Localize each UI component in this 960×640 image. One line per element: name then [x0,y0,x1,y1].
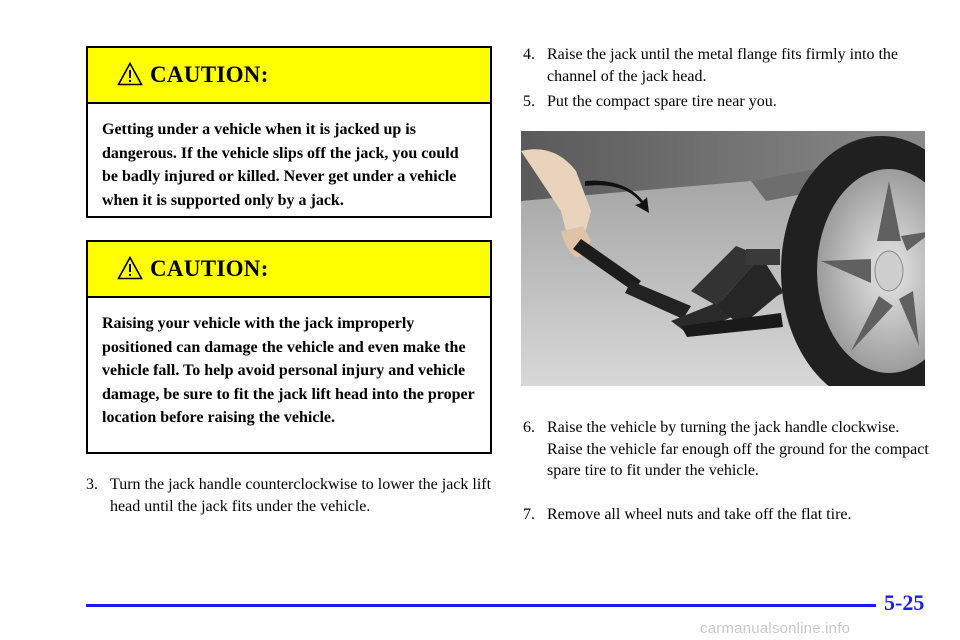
warning-triangle-icon [117,256,143,280]
step-number: 4. [523,46,535,63]
step-4 [523,44,933,87]
caution-header [88,242,490,298]
caution-title: CAUTION: [150,62,269,87]
step-3 [86,474,492,517]
step-text: Put the compact spare tire near you. [547,93,777,110]
warning-triangle-icon [117,62,143,86]
jack-photo-illustration [521,131,925,386]
jack-photo [521,131,925,386]
step-number: 7. [523,506,535,523]
caution-text: Getting under a vehicle when it is jacked up is dangerous. If the vehicle slips off the jack, you could be badly injured or killed. Never get under a vehicle when it is supported only by a jack. [102,121,459,209]
step-text: Remove all wheel nuts and take off the flat tire. [547,506,852,523]
page-number: 5-25 [884,590,925,615]
step-number: 5. [523,93,535,110]
caution-title: CAUTION: [150,256,269,281]
footer-rule [86,604,876,607]
step-number: 3. [86,476,98,493]
step-text: Raise the vehicle by turning the jack handle clockwise. Raise the vehicle far enough off the ground for the compact spare tire to fit under the vehicle. [547,419,929,479]
step-7 [523,504,933,526]
caution-box-1 [86,46,492,218]
step-text: Turn the jack handle counterclockwise to lower the jack lift head until the jack fits under the vehicle. [110,476,492,515]
watermark: carmanualsonline.info [700,620,851,637]
caution-text: Raising your vehicle with the jack improperly positioned can damage the vehicle and even make the vehicle fall. To help avoid personal injury and vehicle damage, be sure to fit the jack lift head into the proper location before raising the vehicle. [102,315,475,426]
step-5 [523,91,933,113]
step-number: 6. [523,419,535,436]
caution-header [88,48,490,104]
caution-box-2 [86,240,492,454]
step-6 [523,417,933,482]
step-text: Raise the jack until the metal flange fits firmly into the channel of the jack head. [547,46,899,85]
